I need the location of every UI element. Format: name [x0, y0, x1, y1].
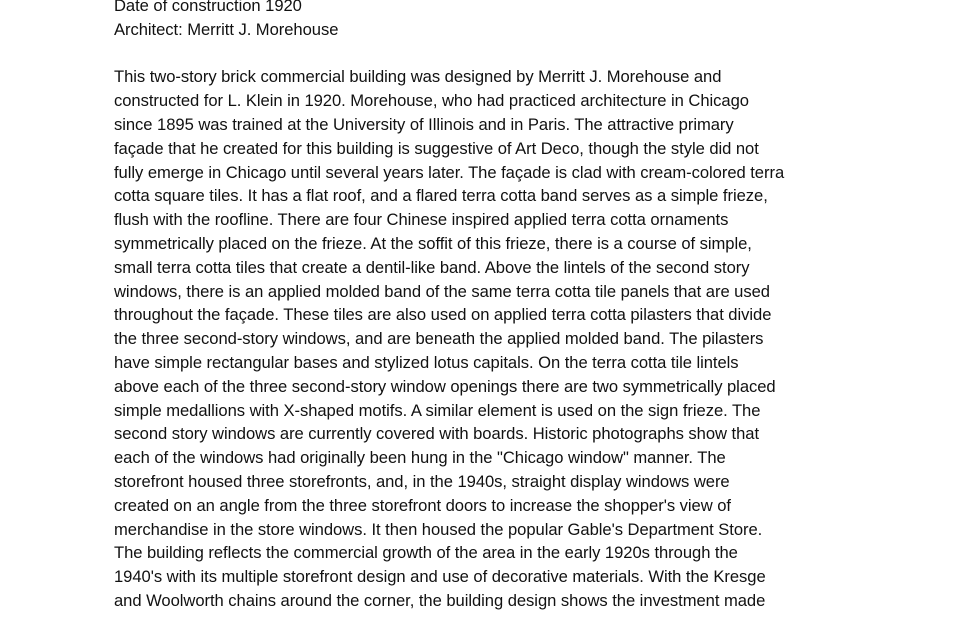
- body-line: storefront housed three storefronts, and, in the 1940s, straight display windows were: [114, 471, 730, 491]
- document-text: [114, 0, 854, 613]
- body-line: windows, there is an applied molded band of the same terra cotta tile panels that are used: [114, 281, 770, 301]
- body-line: the three second-story windows, and are beneath the applied molded band. The pilasters: [114, 329, 764, 349]
- body-line: This two-story brick commercial building was designed by Merritt J. Morehouse and: [114, 67, 722, 87]
- body-line: constructed for L. Klein in 1920. Morehouse, who had practiced architecture in Chicago: [114, 91, 749, 111]
- body-line: 1940's with its multiple storefront design and use of decorative materials. With the Kresge: [114, 567, 766, 587]
- body-line: façade that he created for this building is suggestive of Art Deco, though the style did not: [114, 138, 759, 158]
- body-line: The building reflects the commercial growth of the area in the early 1920s through the: [114, 543, 738, 563]
- body-line: merchandise in the store windows. It then housed the popular Gable's Department Store.: [114, 519, 763, 539]
- construction-date: Date of construction 1920: [114, 0, 302, 15]
- body-line: fully emerge in Chicago until several years later. The façade is clad with cream-colored terra: [114, 162, 785, 182]
- body-line: symmetrically placed on the frieze. At the soffit of this frieze, there is a course of simple,: [114, 233, 752, 253]
- body-line: have simple rectangular bases and stylized lotus capitals. On the terra cotta tile lintels: [114, 352, 739, 372]
- body-line: throughout the façade. These tiles are also used on applied terra cotta pilasters that divide: [114, 305, 772, 325]
- body-line: since 1895 was trained at the University of Illinois and in Paris. The attractive primary: [114, 114, 734, 134]
- body-paragraph: [114, 65, 854, 612]
- body-line: each of the windows had originally been hung in the "Chicago window" manner. The: [114, 448, 726, 468]
- body-line: second story windows are currently covered with boards. Historic photographs show that: [114, 424, 760, 444]
- body-line: and Woolworth chains around the corner, the building design shows the investment made: [114, 590, 766, 610]
- body-line: small terra cotta tiles that create a dentil-like band. Above the lintels of the second story: [114, 257, 750, 277]
- body-line: created on an angle from the three storefront doors to increase the shopper's view of: [114, 495, 731, 515]
- body-line: above each of the three second-story window openings there are two symmetrically placed: [114, 376, 776, 396]
- body-line: flush with the roofline. There are four Chinese inspired applied terra cotta ornaments: [114, 210, 729, 230]
- paragraph-spacer: [114, 42, 854, 66]
- body-line: simple medallions with X-shaped motifs. A similar element is used on the sign frieze. The: [114, 400, 761, 420]
- body-line: cotta square tiles. It has a flat roof, and a flared terra cotta band serves as a simple frieze,: [114, 186, 768, 206]
- architect-line: Architect: Merritt J. Morehouse: [114, 19, 339, 39]
